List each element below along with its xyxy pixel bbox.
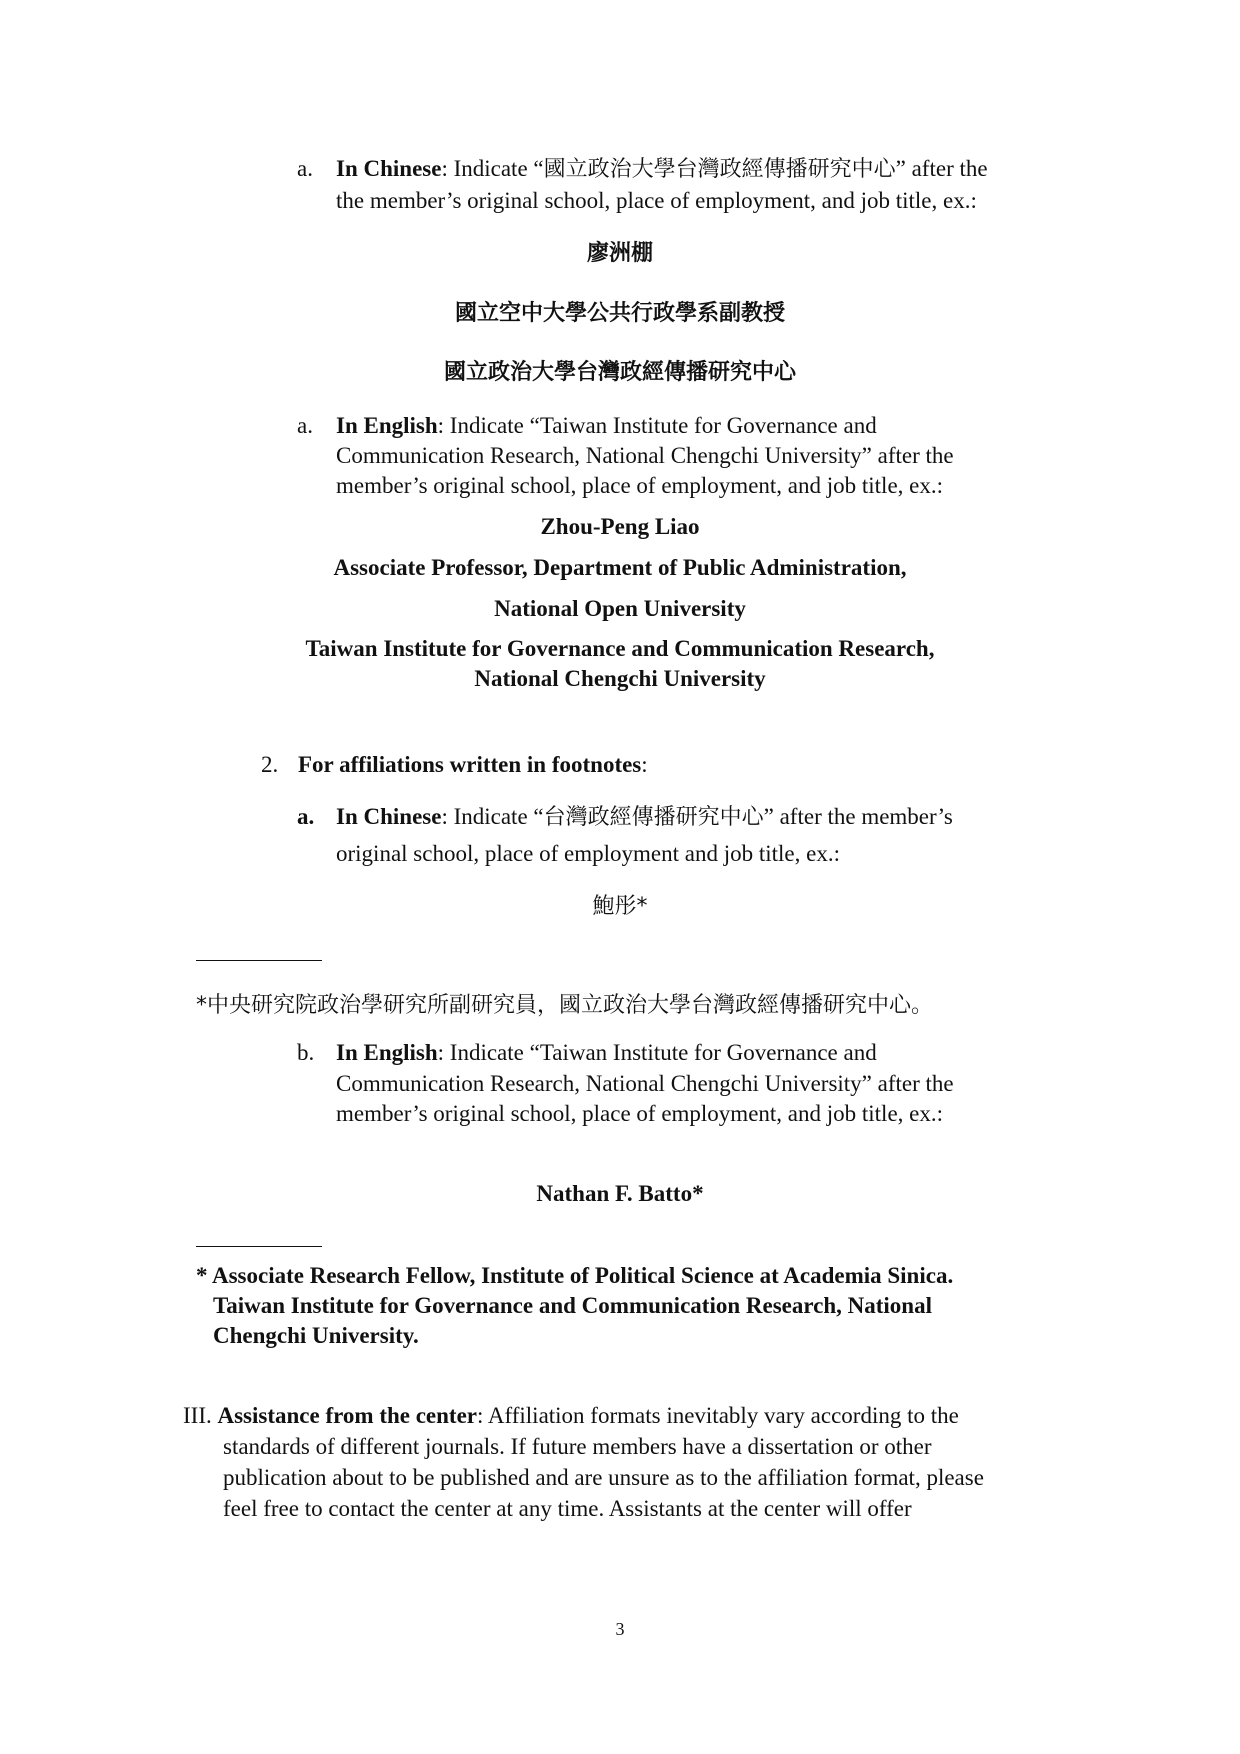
- section-1b-line2: Communication Research, National Chengchi University” after the: [336, 443, 954, 468]
- section-1b-line1: In English: Indicate “Taiwan Institute for Governance and: [336, 413, 877, 438]
- list-marker: a.: [297, 413, 313, 438]
- example-en-title-line2: National Open University: [494, 596, 746, 621]
- footnote-chinese: *中央研究院政治學研究所副研究員，國立政治大學台灣政經傳播研究中心。: [196, 993, 934, 1018]
- example-cn-2-name: 鮑彤*: [592, 894, 648, 919]
- example-cn-name: 廖洲棚: [586, 241, 653, 266]
- example-cn-title: 國立空中大學公共行政學系副教授: [454, 301, 785, 326]
- example-en-title-line1: Associate Professor, Department of Public Administration,: [333, 555, 907, 580]
- section-1a-line2: the member’s original school, place of employment, and job title, ex.:: [336, 188, 977, 213]
- list-marker: a.: [297, 156, 313, 181]
- section-2a-line2: original school, place of employment and job title, ex.:: [336, 841, 840, 866]
- footnote-separator: [196, 1246, 322, 1247]
- section-2b-line2: Communication Research, National Chengchi University” after the: [336, 1071, 954, 1096]
- label-in-chinese: In Chinese: [336, 156, 442, 181]
- example-en-2-name: Nathan F. Batto*: [536, 1181, 704, 1206]
- section-2-title: For affiliations written in footnotes: [298, 752, 642, 777]
- page-number: 3: [615, 1619, 625, 1639]
- section-1b-line3: member’s original school, place of employment, and job title, ex.:: [336, 473, 944, 498]
- footnote-english-line2: Taiwan Institute for Governance and Communication Research, National: [213, 1293, 932, 1318]
- quoted-chinese-name: 台灣政經傳播研究中心: [543, 805, 764, 830]
- section-1a-line1: In Chinese: Indicate “國立政治大學台灣政經傳播研究中心” after the: [336, 156, 988, 182]
- label-in-chinese: In Chinese: [336, 804, 442, 829]
- example-en-affiliation-line1: Taiwan Institute for Governance and Communication Research,: [305, 636, 935, 661]
- label-in-english: In English: [336, 413, 438, 438]
- section-3-line1: III. Assistance from the center: Affiliation formats inevitably vary according to the: [183, 1403, 959, 1428]
- section-2b-line3: member’s original school, place of employment, and job title, ex.:: [336, 1101, 944, 1126]
- footnote-separator: [196, 960, 322, 961]
- footnote-english-line1: * Associate Research Fellow, Institute of Political Science at Academia Sinica.: [196, 1263, 954, 1288]
- section-2a-line1: In Chinese: Indicate “台灣政經傳播研究中心” after the member’s: [336, 804, 953, 830]
- section-3-line3: publication about to be published and are unsure as to the affiliation format, please: [223, 1465, 984, 1490]
- list-marker: b.: [297, 1040, 315, 1065]
- section-3-title: Assistance from the center: [217, 1403, 478, 1428]
- section-numeral: III.: [183, 1403, 212, 1428]
- quoted-chinese-name: 國立政治大學台灣政經傳播研究中心: [543, 157, 896, 182]
- section-2b-line1: In English: Indicate “Taiwan Institute for Governance and: [336, 1040, 877, 1065]
- section-3-line2: standards of different journals. If future members have a dissertation or other: [223, 1434, 932, 1459]
- list-marker: a.: [297, 804, 315, 829]
- section-number: 2.: [261, 752, 279, 777]
- section-3-line4: feel free to contact the center at any time. Assistants at the center will offer: [223, 1496, 912, 1521]
- example-en-name: Zhou-Peng Liao: [540, 514, 700, 539]
- label-in-english: In English: [336, 1040, 438, 1065]
- example-en-affiliation-line2: National Chengchi University: [474, 666, 766, 691]
- example-cn-affiliation: 國立政治大學台灣政經傳播研究中心: [443, 360, 796, 385]
- footnote-english-line3: Chengchi University.: [213, 1323, 419, 1348]
